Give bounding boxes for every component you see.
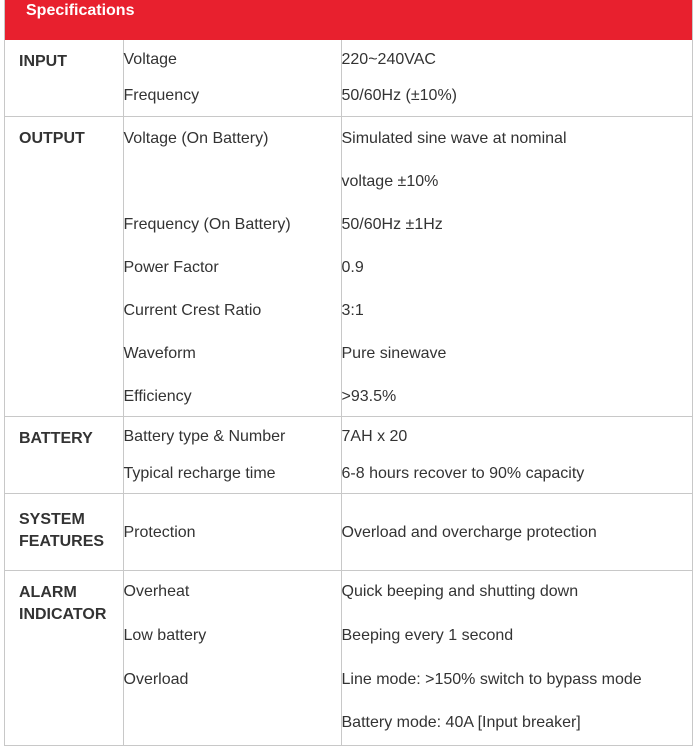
category-output (5, 117, 123, 417)
specifications-header (5, 0, 692, 40)
spec-value: 3:1 (341, 302, 364, 319)
spec-label: Frequency (On Battery) (123, 216, 291, 233)
category-system-features (5, 494, 123, 571)
spec-value: 7AH x 20 (341, 428, 408, 445)
spec-label: Battery type & Number (123, 428, 286, 445)
spec-label: Overheat (123, 583, 190, 600)
specifications-table (5, 40, 692, 745)
category-label-line: SYSTEM (19, 511, 85, 528)
category-label-line: FEATURES (19, 533, 105, 550)
spec-label: Current Crest Ratio (123, 302, 262, 319)
spec-value: voltage ±10% (341, 173, 439, 190)
spec-value: Overload and overcharge protection (341, 524, 597, 541)
label-cell (123, 494, 341, 571)
spec-value: Simulated sine wave at nominal (341, 130, 567, 147)
specifications-panel (4, 0, 693, 746)
spec-value: 50/60Hz (±10%) (341, 87, 457, 104)
spec-label: Protection (123, 524, 196, 541)
category-input (5, 40, 123, 117)
label-cell (123, 117, 341, 417)
table-row-battery (5, 417, 692, 494)
spec-label-spacer (124, 160, 341, 203)
value-cell (341, 494, 692, 571)
spec-value: Pure sinewave (341, 345, 447, 362)
spec-label: Voltage (123, 51, 177, 68)
spec-value: 50/60Hz ±1Hz (341, 216, 443, 233)
spec-label: Efficiency (123, 388, 192, 405)
category-label-line: INDICATOR (19, 606, 107, 623)
table-row-input (5, 40, 692, 117)
spec-label: Frequency (123, 87, 200, 104)
table-row-output (5, 117, 692, 417)
spec-label: Low battery (123, 627, 207, 644)
category-label: OUTPUT (19, 130, 85, 147)
table-row-alarm-indicator (5, 571, 692, 746)
category-label: INPUT (19, 53, 67, 70)
specifications-title: Specifications (26, 2, 135, 19)
value-cell (341, 417, 692, 494)
spec-label: Overload (123, 671, 189, 688)
value-cell (341, 117, 692, 417)
category-label: BATTERY (19, 430, 93, 447)
spec-label: Typical recharge time (123, 465, 276, 482)
spec-label: Waveform (123, 345, 196, 362)
label-cell (123, 417, 341, 494)
label-cell (123, 40, 341, 117)
spec-label-spacer (124, 702, 341, 745)
category-alarm-indicator (5, 571, 123, 746)
spec-label: Power Factor (123, 259, 219, 276)
category-label-line: ALARM (19, 584, 77, 601)
spec-value: 220~240VAC (341, 51, 436, 68)
value-cell (341, 571, 692, 746)
spec-value: >93.5% (341, 388, 397, 405)
spec-value: Quick beeping and shutting down (341, 583, 579, 600)
table-row-system-features (5, 494, 692, 571)
value-cell (341, 40, 692, 117)
spec-label: Voltage (On Battery) (123, 130, 269, 147)
spec-value: Battery mode: 40A [Input breaker] (341, 714, 581, 731)
spec-value: 6-8 hours recover to 90% capacity (341, 465, 585, 482)
label-cell (123, 571, 341, 746)
spec-value: 0.9 (341, 259, 364, 276)
category-battery (5, 417, 123, 494)
spec-value: Beeping every 1 second (341, 627, 514, 644)
spec-value: Line mode: >150% switch to bypass mode (341, 671, 642, 688)
